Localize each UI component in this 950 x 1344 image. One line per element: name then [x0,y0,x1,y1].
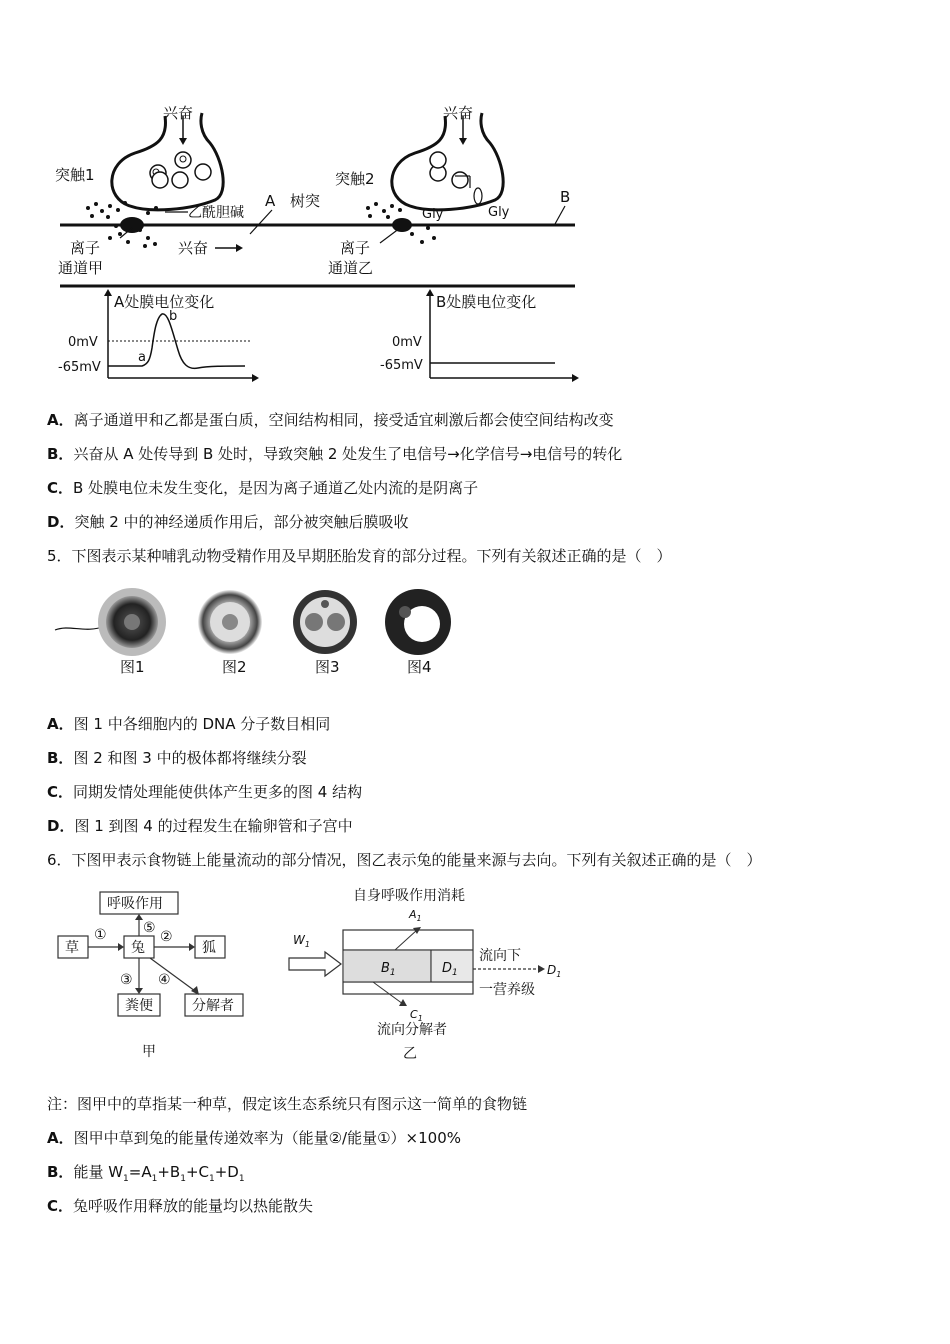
graph-a-rest-label: -65mV [58,360,101,375]
rabbit-box: 兔 [131,940,145,956]
q6-stem: 6．下图甲表示食物链上能量流动的部分情况，图乙表示兔的能量来源与去向。下列有关叙述正确的是（ ） [47,851,762,869]
excitation-label-top-1: 兴奋 [163,104,194,122]
q4-option-c: C．B 处膜电位未发生变化，是因为离子通道乙处内流的是阴离子 [47,479,479,497]
food-chain-figure [50,884,270,1064]
glycine-label-2: Gly [488,205,510,220]
respiration-box: 呼吸作用 [107,896,163,912]
q4-option-a: A．离子通道甲和乙都是蛋白质，空间结构相同，接受适宜刺激后都会使空间结构改变 [47,411,614,429]
graph-b-zero-label: 0mV [392,335,422,350]
d1-out-label: $D_1$ [547,963,562,979]
d1-label: $D_1$ [442,961,458,978]
c1-label: $C_1$ [410,1008,423,1023]
graph-b-title: B处膜电位变化 [436,293,537,311]
q6-note: 注：图甲中的草指某一种草，假定该生态系统只有图示这一简单的食物链 [47,1095,528,1113]
fig4-label: 图4 [407,658,432,676]
fig2-label: 图2 [222,658,247,676]
ion-channel-a [120,217,144,233]
excitation-label-top-2: 兴奋 [443,104,474,122]
grass-box: 草 [65,940,79,956]
arrow-5-label: ⑤ [143,920,156,936]
channel-a-label-1: 离子 [70,239,101,257]
point-b-label: B [560,188,571,206]
arrow-1-label: ① [94,927,107,943]
w1-label: $W_1$ [293,933,310,949]
channel-a-label-2: 通道甲 [58,259,104,277]
q5-stem: 5．下图表示某种哺乳动物受精作用及早期胚胎发育的部分过程。下列有关叙述正确的是（ ） [47,547,672,565]
arrow-3-label: ③ [120,972,133,988]
q5-option-d: D．图 1 到图 4 的过程发生在输卵管和子宫中 [47,817,353,835]
fig-jia-caption: 甲 [142,1044,156,1060]
q6-option-a: A．图甲中草到兔的能量传递效率为（能量②/能量①）×100% [47,1129,462,1147]
fig1-label: 图1 [120,658,145,676]
ion-channel-b [392,218,412,232]
acetylcholine-label: 乙酰胆碱 [188,205,244,221]
synapse-1-terminal [112,113,223,210]
dendrite-label: 树突 [290,192,321,210]
q5-option-b: B．图 2 和图 3 中的极体都将继续分裂 [47,749,307,767]
channel-b-label-1: 离子 [340,239,371,257]
curve-a-label: a [138,350,146,365]
q5-option-a: A．图 1 中各细胞内的 DNA 分子数目相同 [47,715,331,733]
q4-option-b: B．兴奋从 A 处传导到 B 处时，导致突触 2 处发生了电信号→化学信号→电信号的转化 [47,445,623,463]
to-decomposer-label: 流向分解者 [377,1022,447,1038]
graph-a-title: A处膜电位变化 [114,293,215,311]
graph-a-zero-label: 0mV [68,335,98,350]
flow-next-label-1: 流向下 [479,948,521,964]
self-resp-label: 自身呼吸作用消耗 [353,888,465,904]
synapse-1-label: 突触1 [55,166,95,184]
synapse-2-terminal [392,113,503,210]
synapse-2-label: 突触2 [335,170,375,188]
channel-b-label-2: 通道乙 [328,259,374,277]
feces-box: 粪便 [125,998,153,1014]
b1-label: $B_1$ [381,961,396,978]
arrow-4-label: ④ [158,972,171,988]
energy-flow-figure [285,880,585,1065]
glycine-label-1: Gly [422,207,444,222]
excitation-arrow-label: 兴奋 [178,239,209,257]
fig-yi-caption: 乙 [403,1046,417,1062]
graph-b-rest-label: -65mV [380,358,423,373]
fox-box: 狐 [202,940,216,956]
q6-option-b: B．能量 $W_1=A_1+B_1+C_1+D_1$ [47,1163,245,1184]
decomposer-box: 分解者 [192,998,234,1014]
q4-option-d: D．突触 2 中的神经递质作用后，部分被突触后膜吸收 [47,513,409,531]
flow-next-label-2: 一营养级 [479,982,535,998]
embryo-figure [50,582,470,682]
synapse-figure [50,98,610,388]
point-a-label: A [265,192,276,210]
q6-option-c: C．兔呼吸作用释放的能量均以热能散失 [47,1197,314,1215]
curve-b-label: b [169,309,178,324]
q5-option-c: C．同期发情处理能使供体产生更多的图 4 结构 [47,783,363,801]
a1-label: $A_1$ [409,908,422,923]
fig3-label: 图3 [315,658,340,676]
arrow-2-label: ② [160,929,173,945]
